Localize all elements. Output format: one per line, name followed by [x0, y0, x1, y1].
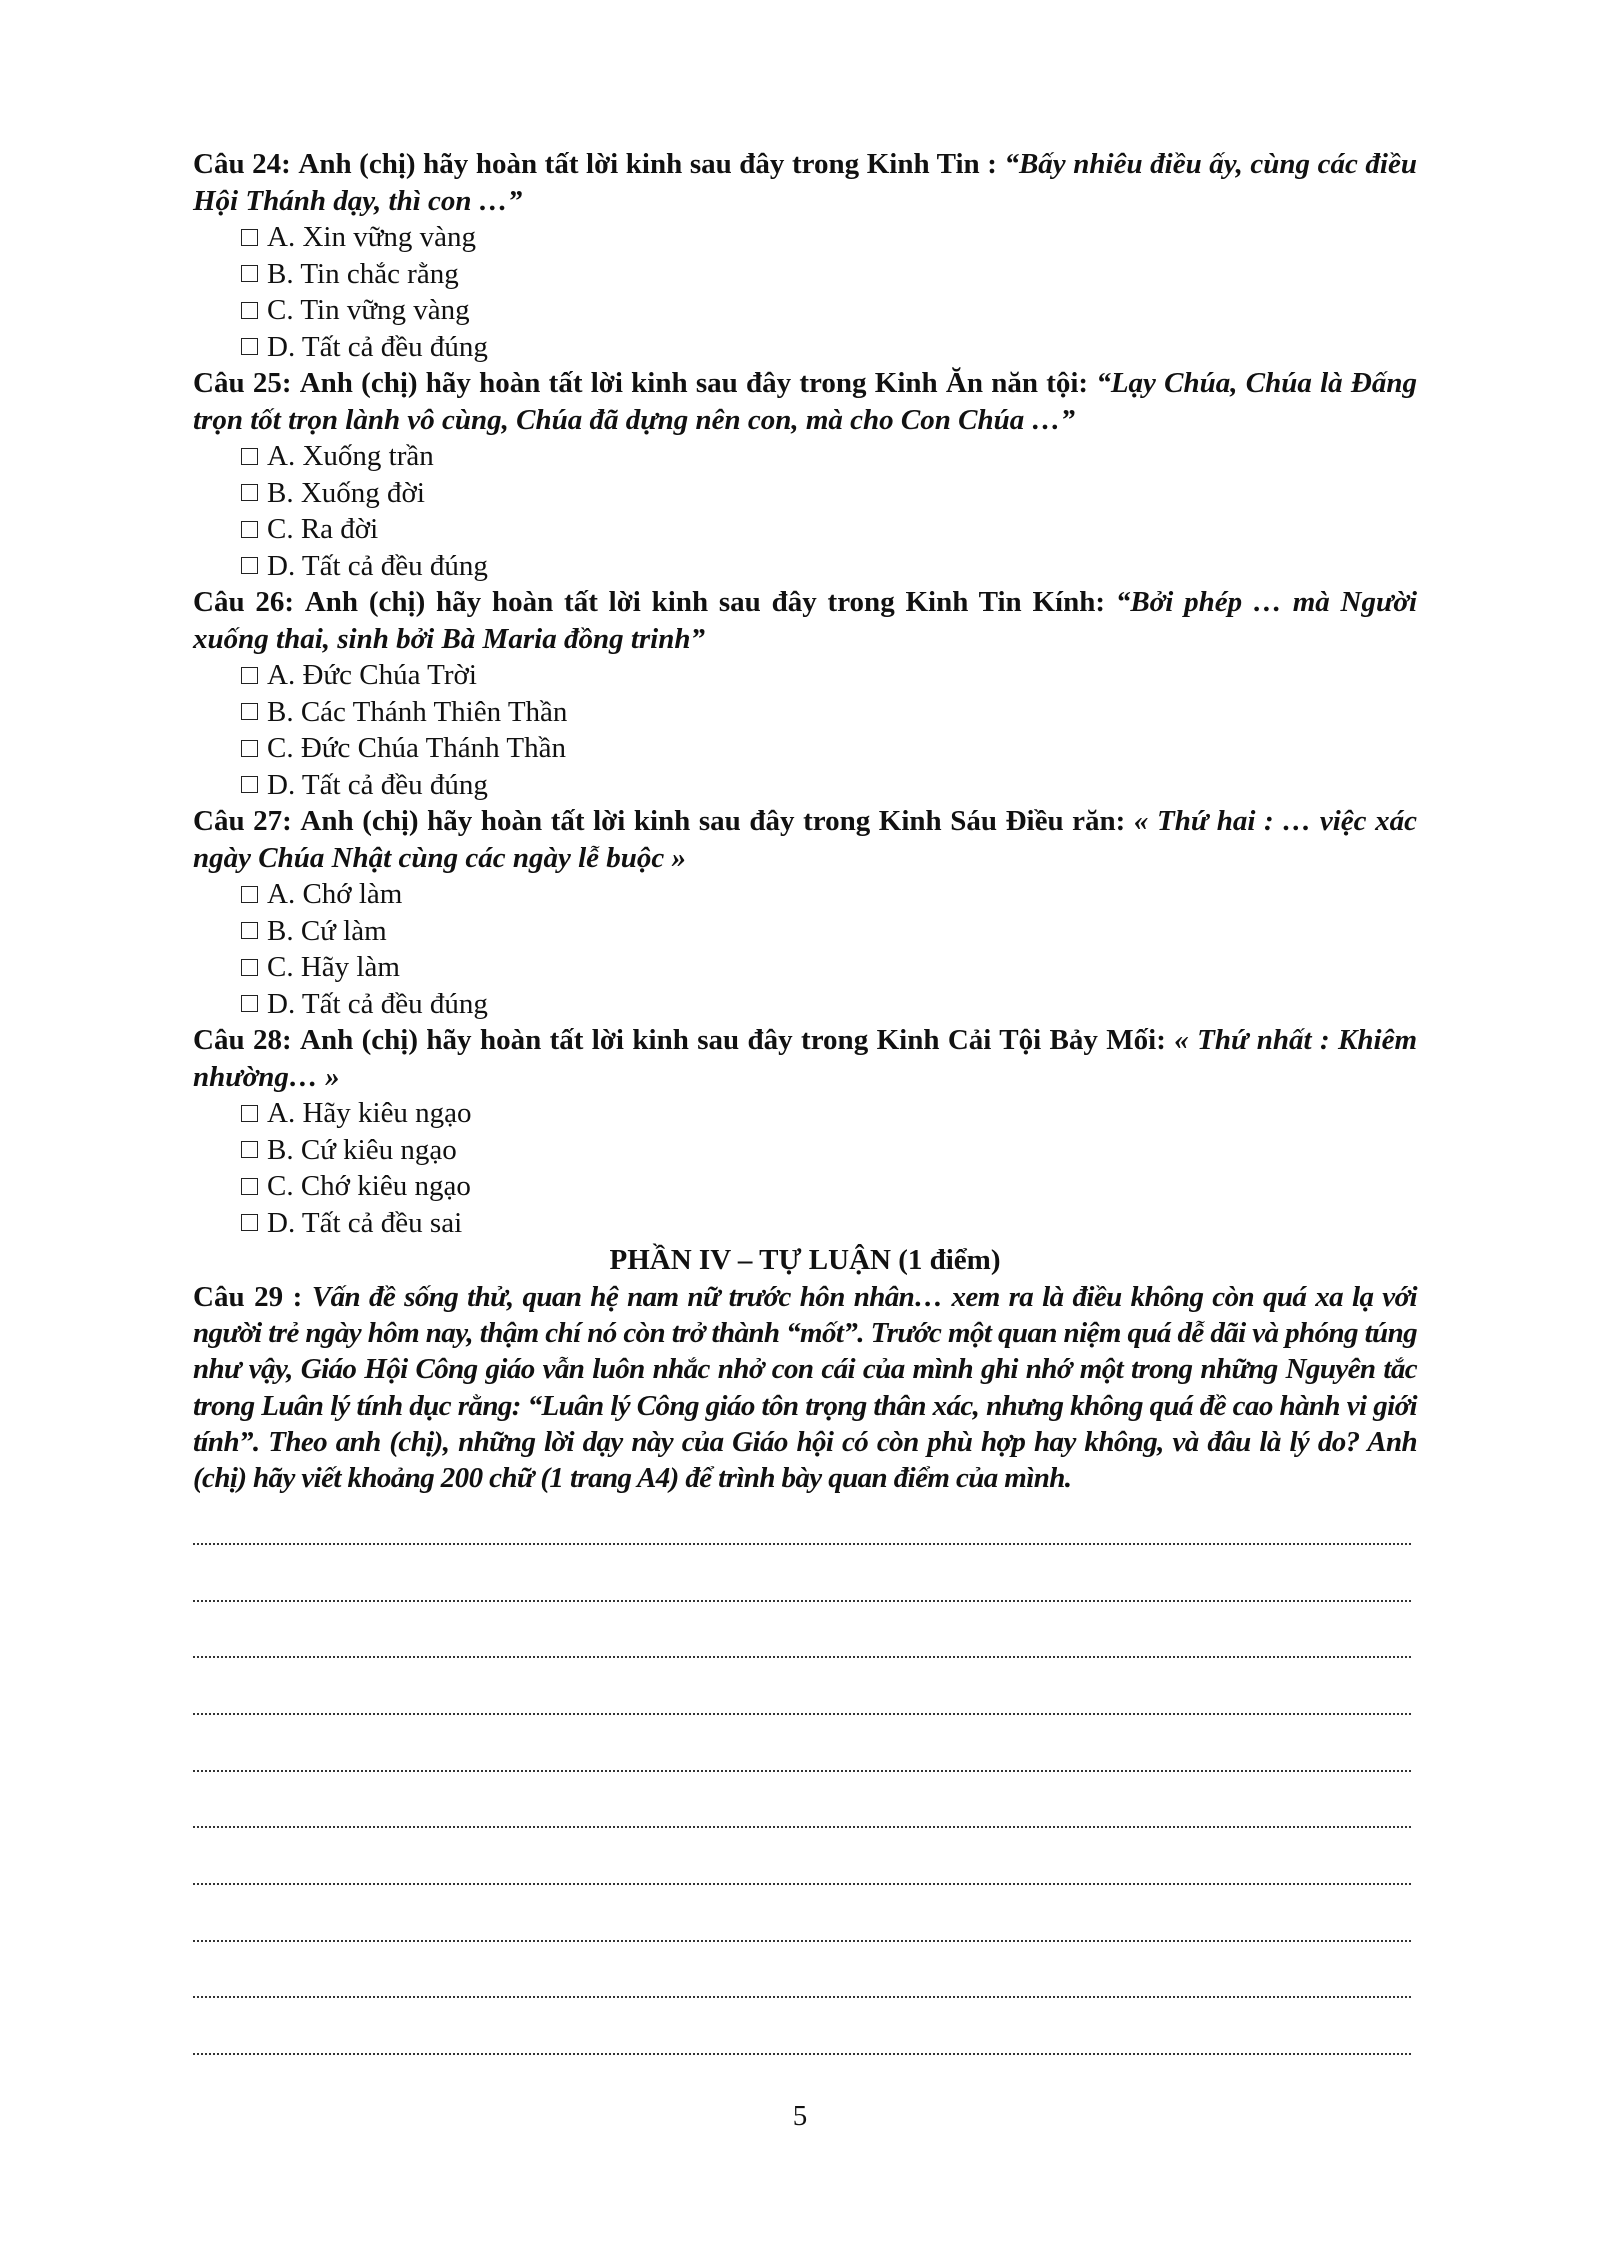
option-label: B. Cứ làm [267, 914, 387, 947]
dotted-rule [193, 1713, 1411, 1715]
question-24 [193, 146, 1417, 365]
option-c[interactable] [241, 730, 1417, 767]
option-a[interactable] [241, 219, 1417, 256]
question-label: Câu 24: [193, 148, 291, 180]
dotted-rule [193, 1656, 1411, 1658]
checkbox-icon[interactable] [241, 521, 258, 538]
question-27 [193, 803, 1417, 1022]
answer-line[interactable] [193, 1668, 1417, 1725]
answer-line[interactable] [193, 2008, 1417, 2065]
question-stem: Anh (chị) hãy hoàn tất lời kinh sau đây trong Kinh Tin Kính: [304, 586, 1116, 618]
option-list [241, 1095, 1417, 1241]
option-d[interactable] [241, 767, 1417, 804]
question-stem: Anh (chị) hãy hoàn tất lời kinh sau đây trong Kinh Tin : [298, 148, 1005, 180]
checkbox-icon[interactable] [241, 1214, 258, 1231]
checkbox-icon[interactable] [241, 448, 258, 465]
answer-line[interactable] [193, 1895, 1417, 1952]
prayer-quote: “Bấy nhiêu điều ấy, cùng các điều Hội Thánh dạy, thì con …” [193, 148, 1417, 217]
option-label: D. Tất cả đều đúng [267, 549, 488, 582]
option-a[interactable] [241, 1095, 1417, 1132]
checkbox-icon[interactable] [241, 229, 258, 246]
question-26 [193, 584, 1417, 803]
question-label: Câu 29 : [193, 1281, 312, 1313]
option-a[interactable] [241, 657, 1417, 694]
option-c[interactable] [241, 511, 1417, 548]
checkbox-icon[interactable] [241, 667, 258, 684]
dotted-rule [193, 2053, 1411, 2055]
option-list [241, 657, 1417, 803]
option-label: A. Chớ làm [267, 878, 403, 910]
checkbox-icon[interactable] [241, 557, 258, 574]
checkbox-icon[interactable] [241, 1178, 258, 1195]
option-label: D. Tất cả đều đúng [267, 330, 488, 363]
option-label: B. Tin chắc rằng [267, 257, 459, 290]
option-list [241, 876, 1417, 1022]
question-28 [193, 1022, 1417, 1241]
option-label: C. Tin vững vàng [267, 294, 470, 326]
option-label: C. Đức Chúa Thánh Thần [267, 732, 566, 764]
answer-line[interactable] [193, 1555, 1417, 1612]
option-label: B. Cứ kiêu ngạo [267, 1133, 457, 1166]
dotted-rule [193, 1770, 1411, 1772]
prayer-quote: « Thứ hai : … việc xác ngày Chúa Nhật cùng các ngày lễ buộc » [193, 805, 1417, 874]
dotted-rule [193, 1883, 1411, 1885]
answer-line[interactable] [193, 1498, 1417, 1555]
prayer-quote: “Bởi phép … mà Người xuống thai, sinh bởi Bà Maria đồng trinh” [193, 586, 1417, 655]
option-d[interactable] [241, 548, 1417, 585]
option-b[interactable] [241, 1132, 1417, 1169]
checkbox-icon[interactable] [241, 302, 258, 319]
option-label: A. Hãy kiêu ngạo [267, 1097, 472, 1129]
checkbox-icon[interactable] [241, 265, 258, 282]
question-prompt [193, 146, 1417, 219]
question-prompt [193, 1022, 1417, 1095]
prayer-quote: “Lạy Chúa, Chúa là Đấng trọn tốt trọn lành vô cùng, Chúa đã dựng nên con, mà cho Con Chúa …” [193, 367, 1417, 436]
answer-area[interactable] [193, 1498, 1417, 2065]
option-b[interactable] [241, 475, 1417, 512]
answer-line[interactable] [193, 1838, 1417, 1895]
option-c[interactable] [241, 1168, 1417, 1205]
exam-page [193, 146, 1417, 2065]
checkbox-icon[interactable] [241, 484, 258, 501]
option-c[interactable] [241, 949, 1417, 986]
option-a[interactable] [241, 876, 1417, 913]
option-d[interactable] [241, 1205, 1417, 1242]
question-prompt [193, 584, 1417, 657]
option-d[interactable] [241, 986, 1417, 1023]
option-list [241, 219, 1417, 365]
option-a[interactable] [241, 438, 1417, 475]
checkbox-icon[interactable] [241, 703, 258, 720]
option-label: C. Hãy làm [267, 951, 400, 983]
checkbox-icon[interactable] [241, 1105, 258, 1122]
answer-line[interactable] [193, 1612, 1417, 1669]
question-25 [193, 365, 1417, 584]
dotted-rule [193, 1543, 1411, 1545]
option-d[interactable] [241, 329, 1417, 366]
question-stem: Anh (chị) hãy hoàn tất lời kinh sau đây trong Kinh Ăn năn tội: [299, 367, 1097, 399]
option-label: D. Tất cả đều đúng [267, 768, 488, 801]
checkbox-icon[interactable] [241, 1141, 258, 1158]
option-label: D. Tất cả đều đúng [267, 987, 488, 1020]
option-b[interactable] [241, 694, 1417, 731]
checkbox-icon[interactable] [241, 338, 258, 355]
question-stem: Anh (chị) hãy hoàn tất lời kinh sau đây trong Kinh Cải Tội Bảy Mối: [300, 1024, 1175, 1056]
section-heading: PHẦN IV – TỰ LUẬN (1 điểm) [609, 1244, 1001, 1276]
answer-line[interactable] [193, 1725, 1417, 1782]
question-stem: Anh (chị) hãy hoàn tất lời kinh sau đây trong Kinh Sáu Điều răn: [300, 805, 1134, 837]
option-label: A. Xin vững vàng [267, 221, 477, 253]
checkbox-icon[interactable] [241, 995, 258, 1012]
option-b[interactable] [241, 913, 1417, 950]
option-label: C. Chớ kiêu ngạo [267, 1170, 471, 1202]
answer-line[interactable] [193, 1782, 1417, 1839]
question-prompt [193, 365, 1417, 438]
prayer-quote: « Thứ nhất : Khiêm nhường… » [193, 1024, 1418, 1093]
checkbox-icon[interactable] [241, 922, 258, 939]
option-label: D. Tất cả đều sai [267, 1206, 463, 1239]
option-b[interactable] [241, 256, 1417, 293]
essay-prompt: Vấn đề sống thử, quan hệ nam nữ trước hôn nhân… xem ra là điều không còn quá xa lạ với người trẻ ngày hôm nay, thậm chí nó còn trở thành “mốt”. Trước một quan niệm quá dễ dãi và phóng túng như vậy, Giáo Hội Công giáo vẫn luôn nhắc nhở con cái của mình ghi nhớ một trong những Nguyên tắc trong Luân lý tính dục rằng: “Luân lý Công giáo tôn trọng thân xác, nhưng không quá đề cao hành vi giới tính”. Theo anh (chị), những lời dạy này của Giáo hội có còn phù hợp hay không, và đâu là lý do? Anh (chị) hãy viết khoảng 200 chữ (1 trang A4) để trình bày quan điểm của mình. [193, 1281, 1418, 1495]
question-label: Câu 27: [193, 805, 292, 837]
dotted-rule [193, 1996, 1411, 1998]
option-label: C. Ra đời [267, 513, 379, 545]
question-label: Câu 26: [193, 586, 295, 618]
checkbox-icon[interactable] [241, 886, 258, 903]
option-label: A. Đức Chúa Trời [267, 659, 477, 691]
answer-line[interactable] [193, 1952, 1417, 2009]
essay-question [193, 1279, 1417, 1496]
option-c[interactable] [241, 292, 1417, 329]
option-label: A. Xuống trần [267, 440, 434, 472]
option-list [241, 438, 1417, 584]
checkbox-icon[interactable] [241, 776, 258, 793]
question-prompt [193, 803, 1417, 876]
option-label: B. Xuống đời [267, 476, 425, 509]
dotted-rule [193, 1600, 1411, 1602]
page-number: 5 [792, 2100, 808, 2132]
checkbox-icon[interactable] [241, 959, 258, 976]
question-label: Câu 25: [193, 367, 292, 399]
question-label: Câu 28: [193, 1024, 292, 1056]
option-label: B. Các Thánh Thiên Thần [267, 695, 568, 728]
dotted-rule [193, 1826, 1411, 1828]
dotted-rule [193, 1940, 1411, 1942]
checkbox-icon[interactable] [241, 740, 258, 757]
